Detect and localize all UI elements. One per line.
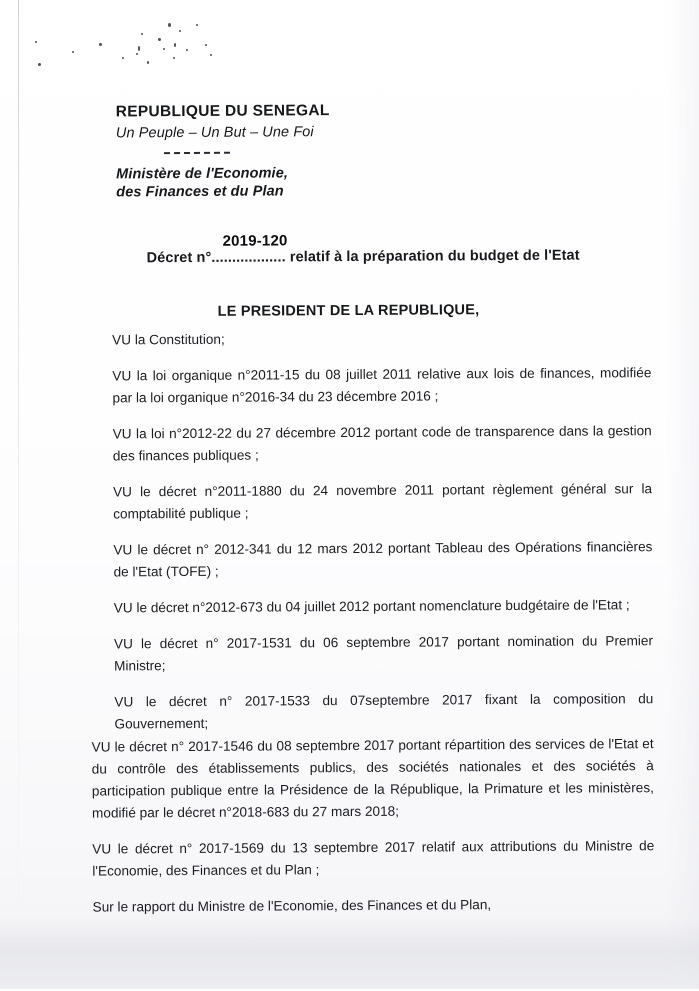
preamble-clause: VU le décret n°2011-1880 du 24 novembre 2011 portant règlement général sur la comptabilité publique ;	[113, 481, 653, 522]
preamble-clause: VU la loi organique n°2011-15 du 08 juillet 2011 relative aux lois de finances, modifiée par la loi organique n°2016-34 du 23 décembre 2016 ;	[112, 365, 652, 406]
preamble-clauses-upper	[112, 326, 653, 735]
issuing-authority: LE PRESIDENT DE LA REPUBLIQUE,	[217, 302, 480, 320]
preamble-clause: VU le décret n° 2017-1533 du 07septembre 2017 fixant la composition du Gouvernement;	[114, 691, 654, 732]
preamble-clause: VU le décret n° 2017-1531 du 06 septembre 2017 portant nomination du Premier Ministre;	[113, 633, 654, 674]
decree-title: Décret n°.................. relatif à la préparation du budget de l'Etat	[146, 247, 580, 267]
ministry-line-1: Ministère de l'Economie,	[116, 165, 289, 183]
ministry-name	[116, 164, 330, 201]
dashed-separator	[164, 152, 230, 154]
preamble-clause: VU le décret n°2012-673 du 04 juillet 2012 portant nomenclature budgétaire de l'Etat ;	[113, 597, 630, 616]
report-line: Sur le rapport du Ministre de l'Economie, des Finances et du Plan,	[92, 897, 492, 915]
country-name: REPUBLIQUE DU SENEGAL	[115, 102, 330, 121]
ministry-line-2: des Finances et du Plan	[116, 183, 284, 201]
page-shadow-bottom	[0, 919, 699, 989]
preamble-clauses-lower	[92, 733, 655, 918]
letterhead	[116, 101, 330, 201]
page-shadow-right	[665, 0, 699, 989]
decree-number-stamp: 2019-120	[222, 232, 288, 250]
preamble-clause: VU le décret n° 2012-341 du 12 mars 2012 portant Tableau des Opérations financières de l'Etat (TOFE) ;	[113, 539, 653, 580]
preamble-clause: VU le décret n° 2017-1569 du 13 septembre 2017 relatif aux attributions du Ministre de l'Economie, des Finances et du Plan ;	[92, 838, 655, 879]
preamble-clause: VU le décret n° 2017-1546 du 08 septembre 2017 portant répartition des services de l'Etat et du contrôle des établissements publics, des sociétés nationales et des sociétés à participation publique entre la Présidence de la République, la Primature et les ministères, modifié par le décret n°2018-683 du 27 mars 2018;	[91, 736, 654, 821]
preamble-clause: VU la Constitution;	[112, 331, 225, 348]
preamble-clause: VU la loi n°2012-22 du 27 décembre 2012 portant code de transparence dans la gestion des finances publiques ;	[112, 423, 652, 464]
national-motto: Un Peuple – Un But – Une Foi	[115, 124, 314, 142]
